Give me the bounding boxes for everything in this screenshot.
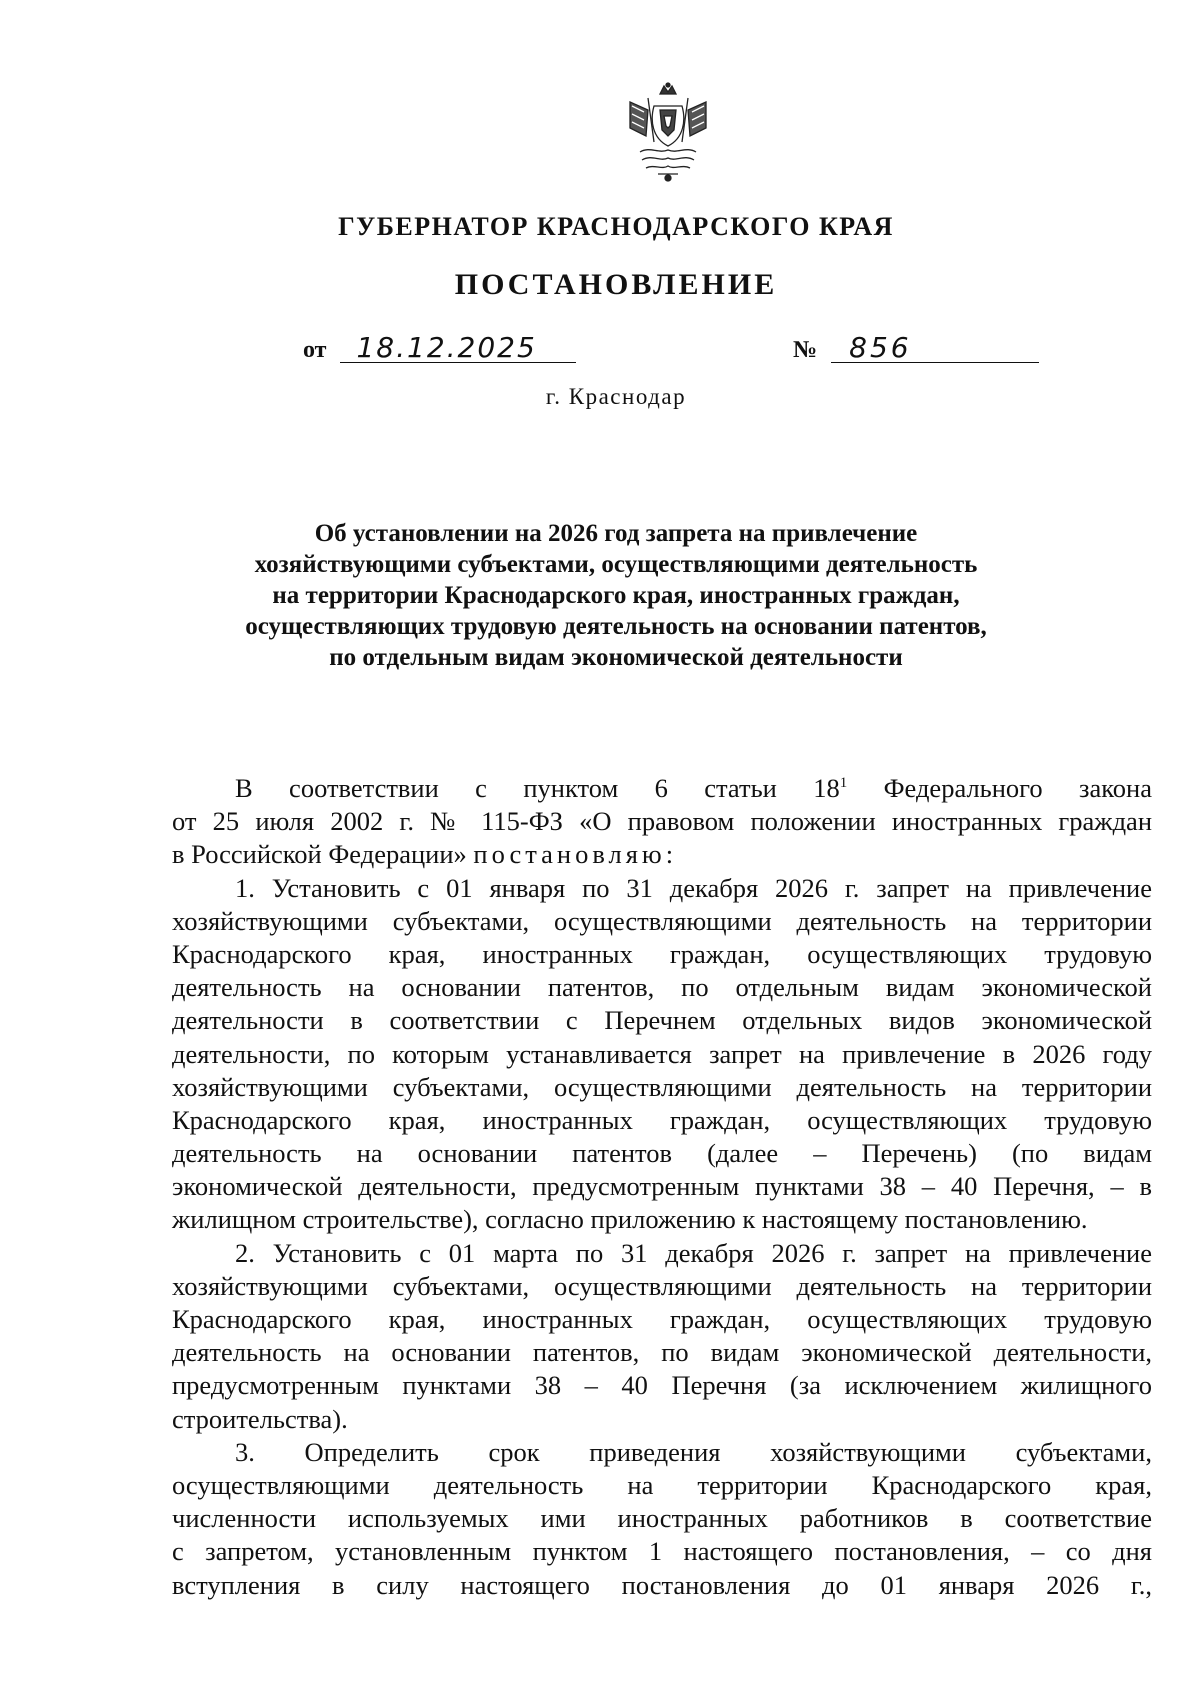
paragraph-1-line: деятельности в соответствии с Перечнем отдельных видов экономической	[172, 1005, 1152, 1036]
article-superscript: 1	[839, 775, 848, 792]
paragraph-1-line: хозяйствующими субъектами, осуществляющими деятельность на территории	[172, 1071, 1152, 1102]
preamble-text: В соответствии с пунктом 6 статьи 18	[235, 773, 840, 803]
title-line: Об установлении на 2026 год запрета на привлечение	[314, 520, 918, 547]
paragraph-2-line: Краснодарского края, иностранных граждан, осуществляющих трудовую	[172, 1304, 1152, 1334]
preamble-text: в Российской Федерации»	[172, 839, 474, 870]
document-number: 856	[831, 334, 1039, 363]
preamble-line	[172, 838, 1152, 871]
paragraph-1-line: Краснодарского края, иностранных граждан, осуществляющих трудовую	[172, 1104, 1152, 1135]
paragraph-1-line: деятельности, по которым устанавливается запрет на привлечение в 2026 году	[172, 1038, 1152, 1069]
title-line: на территории Краснодарского края, иностранных граждан,	[272, 582, 960, 609]
issuing-authority: ГУБЕРНАТОР КРАСНОДАРСКОГО КРАЯ	[338, 212, 894, 241]
paragraph-2-line: строительства).	[172, 1403, 348, 1434]
coat-of-arms-icon	[620, 80, 716, 184]
resolve-word: постановляю:	[473, 839, 678, 870]
document-body	[172, 772, 1152, 1602]
paragraph-1-line: 1. Установить с 01 января по 31 декабря 2026 г. запрет на привлечение	[235, 872, 1152, 903]
preamble-line: от 25 июля 2002 г. № 115-ФЗ «О правовом положении иностранных граждан	[172, 806, 1152, 837]
paragraph-2-line: предусмотренным пунктами 38 – 40 Перечня (за исключением жилищного	[172, 1370, 1152, 1401]
paragraph-3-line: численности используемых ими иностранных работников в соответствие	[172, 1503, 1152, 1534]
paragraph-3-line: с запретом, установленным пунктом 1 настоящего постановления, – со дня	[172, 1536, 1152, 1567]
number-prefix: №	[793, 337, 818, 363]
document-title	[240, 518, 992, 673]
document-type: ПОСТАНОВЛЕНИЕ	[454, 268, 778, 301]
preamble-text: Федерального закона	[847, 773, 1152, 803]
paragraph-1-line: экономической деятельности, предусмотренным пунктами 38 – 40 Перечня, – в	[172, 1171, 1152, 1202]
paragraph-1-line: Краснодарского края, иностранных граждан, осуществляющих трудовую	[172, 938, 1152, 969]
title-line: хозяйствующими субъектами, осуществляющими деятельность	[254, 551, 978, 578]
paragraph-2-line: хозяйствующими субъектами, осуществляющими деятельность на территории	[172, 1270, 1152, 1301]
title-line: по отдельным видам экономической деятельности	[329, 644, 903, 671]
title-line: осуществляющих трудовую деятельность на основании патентов,	[245, 613, 987, 640]
paragraph-3-line: осуществляющими деятельность на территории Краснодарского края,	[172, 1469, 1152, 1500]
document-date-block	[303, 331, 576, 364]
paragraph-1-line: жилищном строительстве), согласно приложению к настоящему постановлению.	[172, 1204, 1088, 1235]
document-date: 18.12.2025	[340, 334, 576, 363]
paragraph-3-line: 3. Определить срок приведения хозяйствующими субъектами,	[235, 1436, 1152, 1467]
paragraph-1-line: деятельность на основании патентов (далее – Перечень) (по видам	[172, 1138, 1152, 1169]
paragraph-1-line: деятельность на основании патентов, по отдельным видам экономической	[172, 972, 1152, 1003]
paragraph-3-line: вступления в силу настоящего постановления до 01 января 2026 г.,	[172, 1569, 1152, 1600]
document-city: г. Краснодар	[545, 384, 687, 409]
preamble-line	[172, 772, 1152, 805]
date-prefix: от	[303, 337, 327, 363]
paragraph-2-line: 2. Установить с 01 марта по 31 декабря 2026 г. запрет на привлечение	[235, 1237, 1152, 1268]
paragraph-1-line: хозяйствующими субъектами, осуществляющими деятельность на территории	[172, 905, 1152, 936]
paragraph-2-line: деятельность на основании патентов, по видам экономической деятельности,	[172, 1337, 1152, 1368]
document-number-block	[793, 331, 1039, 364]
